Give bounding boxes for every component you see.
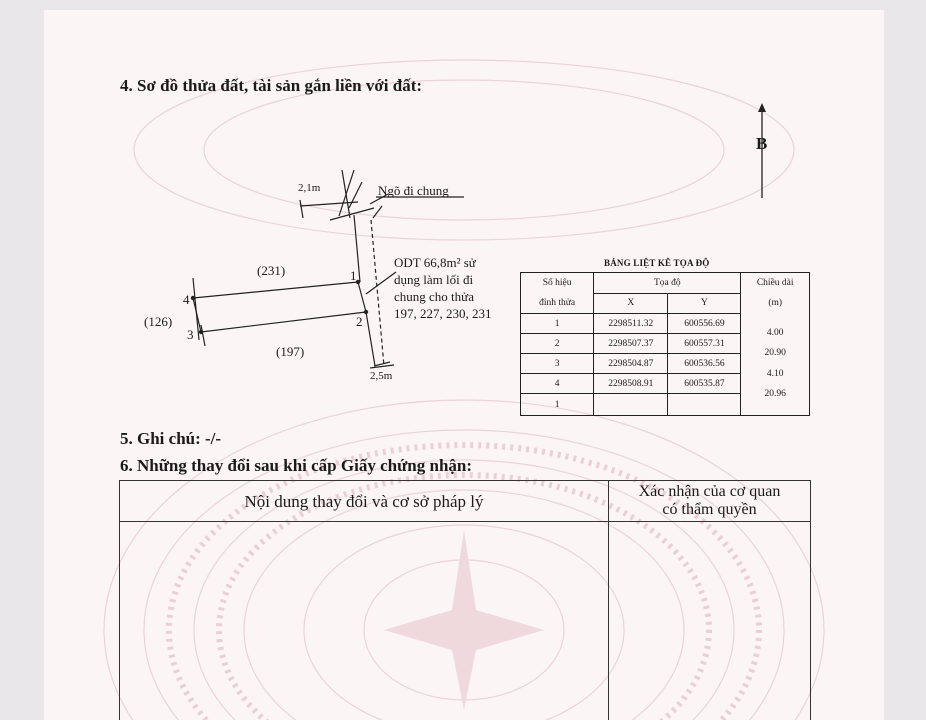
coord-y: 600535.87 <box>668 374 741 394</box>
coord-x: 2298508.91 <box>594 374 668 394</box>
edge-length: 4.00 <box>766 327 784 338</box>
coordinate-table <box>520 272 810 416</box>
coord-y: 600536.56 <box>668 354 741 374</box>
section-5-title: 5. Ghi chú: -/- <box>120 429 222 448</box>
north-label: B <box>756 134 768 153</box>
col-y-header: Y <box>668 293 741 314</box>
usage-line: ODT 66,8m² sử <box>394 255 476 270</box>
coord-x: 2298504.87 <box>594 354 668 374</box>
changes-content-header: Nội dung thay đổi và cơ sở pháp lý <box>244 492 484 511</box>
edge-length: 20.90 <box>764 347 786 358</box>
alley-label: Ngõ đi chung <box>378 183 449 198</box>
vertex-label: 1 <box>350 268 357 283</box>
col-length-header: Chiều dài (m) <box>741 273 810 314</box>
coord-table-title: BẢNG LIỆT KÊ TỌA ĐỘ <box>604 258 710 268</box>
usage-line: 197, 227, 230, 231 <box>394 306 492 321</box>
neighbor-west-label: (126) <box>144 314 173 329</box>
section-6-title: 6. Những thay đổi sau khi cấp Giấy chứng nhận: <box>120 456 473 475</box>
edge-length: 20.96 <box>764 388 786 399</box>
section-4-title: 4. Sơ đồ thửa đất, tài sản gắn liền với đất: <box>120 76 423 95</box>
vertex-id: 3 <box>521 354 594 374</box>
coord-x <box>594 394 668 416</box>
dim-label-top: 2,1m <box>298 182 321 194</box>
coord-x: 2298511.32 <box>594 314 668 334</box>
coord-x: 2298507.37 <box>594 334 668 354</box>
vertex-label: 2 <box>356 314 363 329</box>
changes-table <box>119 480 811 720</box>
coord-y <box>668 394 741 416</box>
vertex-id: 1 <box>521 314 594 334</box>
coord-y: 600557.31 <box>668 334 741 354</box>
dim-label-bottom: 2,5m <box>370 370 393 382</box>
vertex-id: 4 <box>521 374 594 394</box>
certificate-page <box>44 10 884 720</box>
table-header-row <box>521 273 810 294</box>
length-column <box>741 314 810 416</box>
neighbor-south-label: (197) <box>276 344 305 359</box>
vertex-id: 1 <box>521 394 594 416</box>
neighbor-north-label: (231) <box>257 263 286 278</box>
col-vertex-header: Số hiệu đỉnh thửa <box>521 273 594 314</box>
vertex-id: 2 <box>521 334 594 354</box>
table-row <box>521 314 810 334</box>
plot-usage-note <box>394 254 492 322</box>
coord-y: 600556.69 <box>668 314 741 334</box>
col-coords-header: Tọa độ <box>594 273 741 294</box>
usage-line: dụng làm lối đi <box>394 272 474 287</box>
edge-length: 4.10 <box>766 368 784 379</box>
col-x-header: X <box>594 293 668 314</box>
vertex-label: 4 <box>183 292 190 307</box>
authority-confirmation-header: Xác nhận của cơ quan có thẩm quyền <box>638 483 781 518</box>
vertex-label: 3 <box>187 327 194 342</box>
usage-line: chung cho thửa <box>394 289 474 304</box>
